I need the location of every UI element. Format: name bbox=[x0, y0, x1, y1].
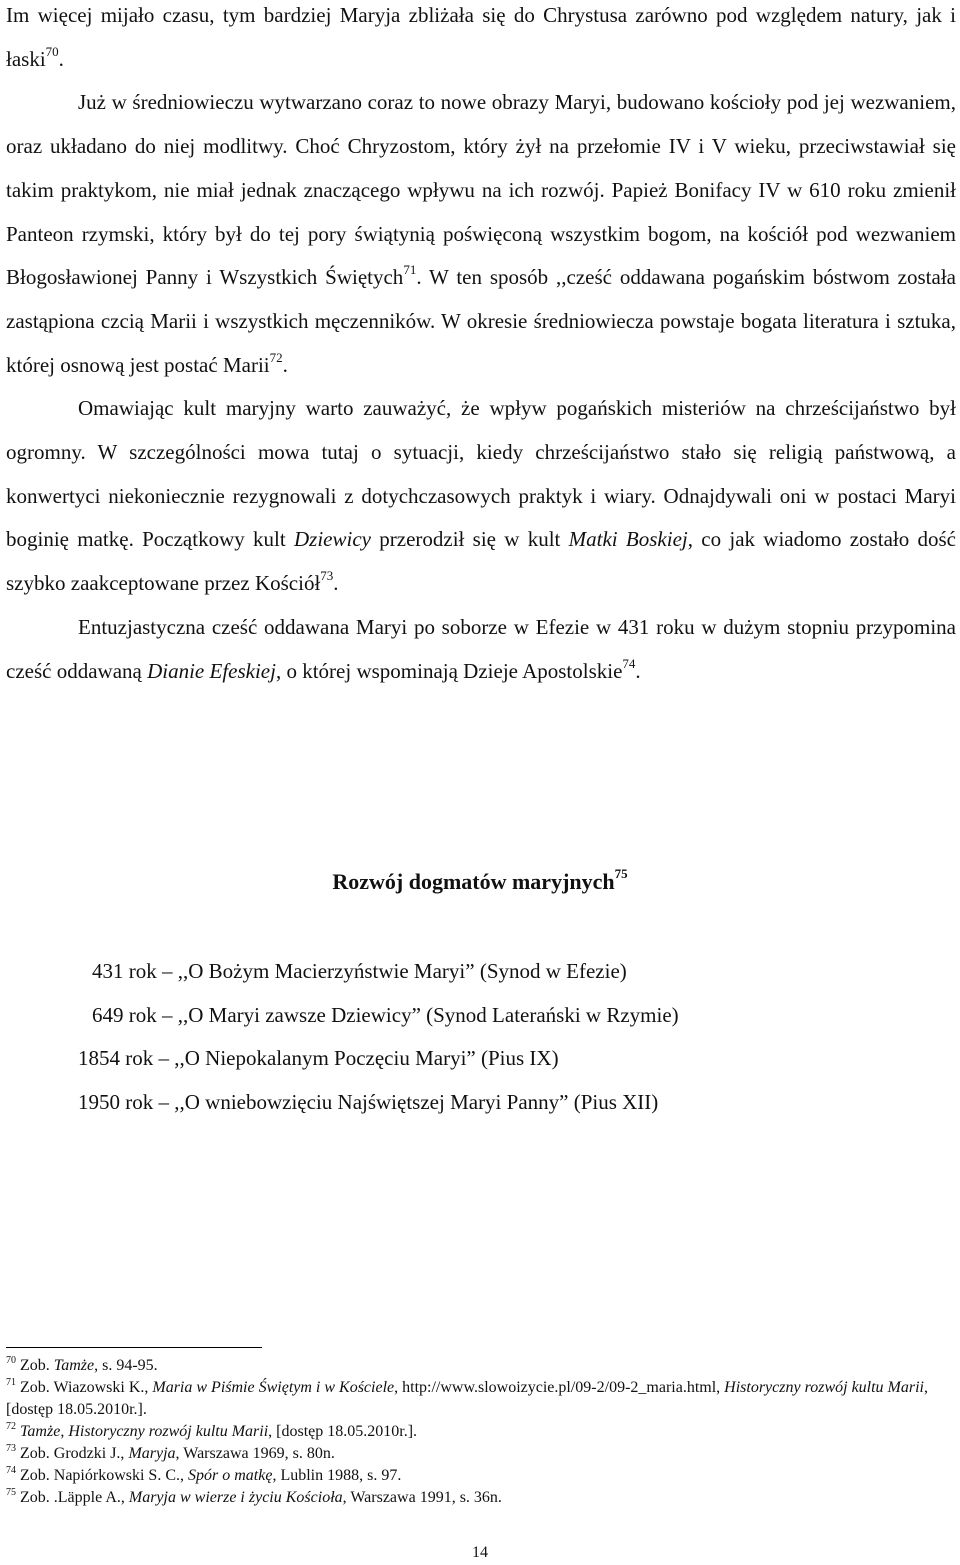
footnote-italic: Historyczny rozwój kultu Marii bbox=[724, 1379, 924, 1396]
footnote-number: 71 bbox=[6, 1377, 16, 1388]
footnote-text: , [dostęp 18.05.2010r.]. bbox=[6, 1379, 928, 1418]
italic-term-dziewicy: Dziewicy bbox=[293, 527, 371, 552]
page-number: 14 bbox=[472, 1544, 488, 1561]
paragraph-1 bbox=[6, 0, 956, 81]
footnote-ref-73[interactable]: 73 bbox=[320, 568, 334, 584]
paragraph-text: . bbox=[58, 46, 64, 71]
footnote-number: 75 bbox=[6, 1487, 16, 1498]
footnote-74 bbox=[6, 1465, 956, 1487]
footnote-text: Zob. Grodzki J., bbox=[20, 1445, 125, 1462]
footnotes bbox=[6, 1355, 956, 1509]
paragraph-4 bbox=[6, 606, 956, 693]
section-heading bbox=[0, 862, 960, 902]
paragraph-text: Omawiając kult maryjny warto zauważyć, że wpływ pogańskich misteriów na chrześcijaństwo był ogromny. W szczególności mowa tutaj o sytuacji, kiedy chrześcijaństwo stało się religią państwową, a konwertyci niekoniecznie rezygnowali z dotychczasowych praktyk i wiary. Odnajdywali oni w postaci Maryi boginię matkę. Początkowy kult bbox=[6, 396, 956, 552]
paragraph-2 bbox=[6, 81, 956, 387]
paragraph-text: Entuzjastyczna cześć oddawana Maryi po soborze w Efezie w 431 roku w dużym stopniu przypomina cześć oddawaną bbox=[6, 614, 956, 683]
footnote-italic: Tamże bbox=[53, 1357, 95, 1374]
paragraph-text: . W ten sposób ,,cześć oddawana pogańskim bóstwom została zastąpiona czcią Marii i wszystkich męczenników. W okresie średniowiecza powstaje bogata literatura i sztuka, której osnową jest postać Marii bbox=[6, 265, 956, 377]
italic-term-matki-boskiej: Matki Boskiej bbox=[568, 527, 688, 552]
paragraph-text: przerodził się w kult bbox=[379, 527, 561, 552]
italic-term-dianie-efeskiej: Dianie Efeskiej bbox=[147, 658, 276, 683]
footnote-75 bbox=[6, 1487, 956, 1509]
paragraph-text: , co jak wiadomo zostało dość szybko zaakceptowane przez Kościół bbox=[6, 527, 956, 596]
footnote-ref-72[interactable]: 72 bbox=[269, 349, 283, 365]
footnote-text: Zob. .Läpple A., bbox=[20, 1489, 125, 1506]
footnote-text: Zob. Wiazowski K., bbox=[20, 1379, 149, 1396]
paragraph-text: Im więcej mijało czasu, tym bardziej Maryja zbliżała się do Chrystusa zarówno pod względem natury, jak i łaski bbox=[6, 3, 956, 71]
footnote-text: , bbox=[60, 1423, 65, 1440]
paragraph-3 bbox=[6, 387, 956, 606]
paragraph-text: , o której wspominają Dzieje Apostolskie bbox=[275, 658, 623, 683]
footnote-ref-70[interactable]: 70 bbox=[45, 43, 59, 59]
footnote-text: Zob. bbox=[20, 1357, 50, 1374]
paragraph-text: Już w średniowieczu wytwarzano coraz to nowe obrazy Maryi, budowano kościoły pod jej wezwaniem, oraz układano do niej modlitwy. Choć Chryzostom, który żył na przełomie IV i V wieku, przeciwstawiał się takim praktykom, nie miał jednak znaczącego wpływu na ich rozwój. Papież Bonifacy IV w 610 roku zmienił Panteon rzymski, który był do tej pory świątynią poświęconą wszystkim bogom, na kościół pod wezwaniem Błogosławionej Panny i Wszystkich Świętych bbox=[6, 90, 956, 290]
paragraph-text: . bbox=[635, 658, 641, 683]
footnote-ref-75[interactable]: 75 bbox=[614, 866, 628, 881]
dogma-list bbox=[78, 950, 938, 1124]
footnote-text: , Warszawa 1991, s. 36n. bbox=[342, 1489, 502, 1506]
footnote-number: 74 bbox=[6, 1465, 16, 1476]
footnote-number: 70 bbox=[6, 1355, 16, 1366]
footnote-italic: Spór o matkę bbox=[188, 1467, 273, 1484]
paragraph-text: . bbox=[282, 352, 288, 377]
footnote-number: 73 bbox=[6, 1443, 16, 1454]
footnote-70 bbox=[6, 1355, 956, 1377]
footnote-italic: Historyczny rozwój kultu Marii bbox=[68, 1423, 269, 1440]
footnote-73 bbox=[6, 1443, 956, 1465]
body-text bbox=[6, 0, 956, 693]
dogma-item: 1854 rok – ,,O Niepokalanym Poczęciu Maryi” (Pius IX) bbox=[78, 1046, 559, 1070]
footnote-ref-74[interactable]: 74 bbox=[622, 655, 636, 671]
footnote-text: , [dostęp 18.05.2010r.]. bbox=[268, 1423, 418, 1440]
paragraph-text: . bbox=[333, 571, 339, 596]
footnote-italic: Maria w Piśmie Świętym i w Kościele bbox=[152, 1379, 395, 1396]
footnote-italic: Maryja bbox=[128, 1445, 176, 1462]
section-heading-text: Rozwój dogmatów maryjnych bbox=[332, 869, 615, 894]
footnote-text: , Lublin 1988, s. 97. bbox=[272, 1467, 402, 1484]
dogma-item: 1950 rok – ,,O wniebowzięciu Najświętszej Maryi Panny” (Pius XII) bbox=[78, 1089, 659, 1114]
footnote-text: , Warszawa 1969, s. 80n. bbox=[175, 1445, 335, 1462]
dogma-item: 431 rok – ,,O Bożym Macierzyństwie Maryi” (Synod w Efezie) bbox=[92, 959, 627, 983]
footnote-italic: Tamże bbox=[20, 1423, 61, 1440]
footnote-number: 72 bbox=[6, 1421, 16, 1432]
footnote-link[interactable]: , http://www.slowoizycie.pl/09-2/09-2_maria.html, bbox=[394, 1379, 721, 1396]
footnote-text: , s. 94-95. bbox=[94, 1357, 158, 1374]
footnote-71 bbox=[6, 1377, 956, 1421]
footnote-italic: Maryja w wierze i życiu Kościoła bbox=[128, 1489, 343, 1506]
footnote-text: Zob. Napiórkowski S. C., bbox=[20, 1467, 184, 1484]
dogma-item: 649 rok – ,,O Maryi zawsze Dziewicy” (Synod Laterański w Rzymie) bbox=[92, 1002, 679, 1027]
footnote-ref-71[interactable]: 71 bbox=[403, 262, 417, 278]
footnote-72 bbox=[6, 1421, 956, 1443]
footnote-separator bbox=[6, 1347, 262, 1348]
